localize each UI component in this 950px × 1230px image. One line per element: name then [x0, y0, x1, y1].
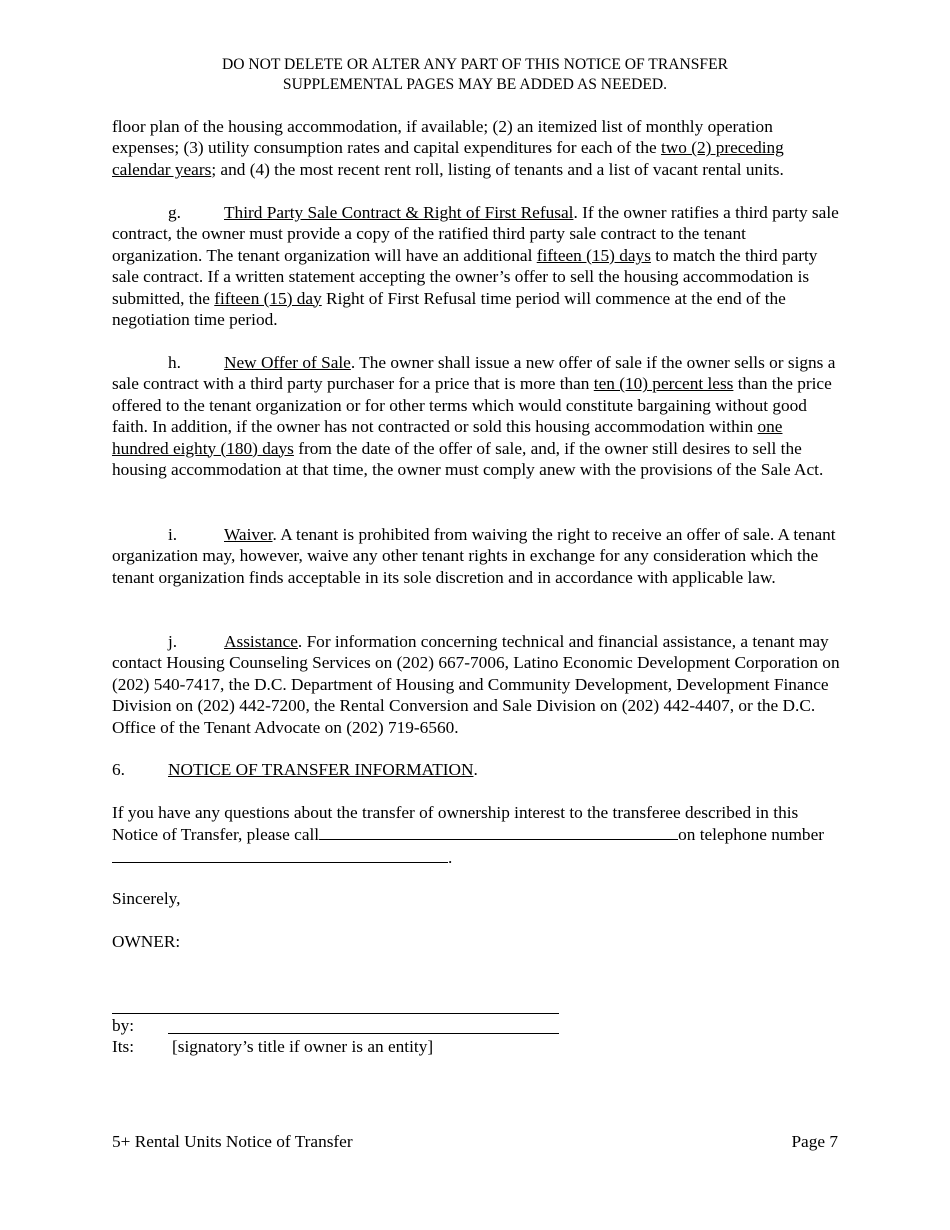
- section-g-letter: g.: [168, 203, 181, 222]
- by-label: by:: [112, 1016, 135, 1035]
- questions-paragraph: If you have any questions about the transfer of ownership interest to the transferee described in this Notice of Transfer, please call on telephone number.: [112, 803, 824, 867]
- section-i-heading: Waiver: [224, 525, 273, 544]
- header-line-1: DO NOT DELETE OR ALTER ANY PART OF THIS NOTICE OF TRANSFER: [221, 56, 729, 73]
- section-6: 6. NOTICE OF TRANSFER INFORMATION.: [112, 760, 478, 779]
- section-j: j. Assistance. For information concerning technical and financial assistance, a tenant may contact Housing Counseling Services on (202) 667-7006, Latino Economic Development Corporation on (202) 540-7417, the D.C. Department of Housing and Community Development, Development Finance Division on (202) 442-7200, the Rental Conversion and Sale Division on (202) 442-4407, or the D.C. Office of the Tenant Advocate on (202) 719-6560.: [112, 632, 840, 737]
- section-g-heading: Third Party Sale Contract & Right of First Refusal: [224, 203, 574, 222]
- section-g: g. Third Party Sale Contract & Right of First Refusal. If the owner ratifies a third party sale contract, the owner must provide a copy of the ratified third party sale contract to the tenant organization. The tenant organization will have an additional fifteen (15) days to match the third party sale contract. If a written statement accepting the owner’s offer to sell the housing accommodation is submitted, the fifteen (15) day Right of First Refusal time period will commence at the end of the negotiation time period.: [112, 203, 839, 330]
- section-i-letter: i.: [168, 525, 178, 544]
- contact-name-blank[interactable]: [319, 823, 678, 840]
- section-h-letter: h.: [168, 353, 181, 372]
- its-value: [signatory’s title if owner is an entity]: [172, 1037, 434, 1056]
- closing: Sincerely,: [112, 889, 181, 908]
- owner-signature-line[interactable]: [112, 1013, 559, 1014]
- header-line-2: SUPPLEMENTAL PAGES MAY BE ADDED AS NEEDED.: [282, 75, 668, 93]
- section-6-heading: NOTICE OF TRANSFER INFORMATION: [168, 760, 474, 779]
- by-signature-line[interactable]: [168, 1033, 559, 1034]
- telephone-number-blank[interactable]: [112, 846, 448, 863]
- section-h-heading: New Offer of Sale: [224, 353, 351, 372]
- intro-paragraph: floor plan of the housing accommodation, if available; (2) an itemized list of monthly operation expenses; (3) utility consumption rates and capital expenditures for each of the two (2) preceding calendar years; and (4) the most recent rent roll, listing of tenants and a list of vacant rental units.: [112, 117, 784, 179]
- section-j-heading: Assistance: [224, 632, 298, 651]
- section-6-number: 6.: [112, 760, 125, 779]
- notice-header: [0, 55, 950, 94]
- footer-document-title: 5+ Rental Units Notice of Transfer: [112, 1132, 353, 1151]
- section-j-letter: j.: [168, 632, 178, 651]
- owner-label: OWNER:: [112, 932, 181, 951]
- footer-page-number: Page 7: [791, 1132, 838, 1151]
- section-i: i. Waiver. A tenant is prohibited from waiving the right to receive an offer of sale. A tenant organization may, however, waive any other tenant rights in exchange for any consideration which the tenant organization finds acceptable in its sole discretion and in accordance with applicable law.: [112, 525, 836, 587]
- section-h: h. New Offer of Sale. The owner shall issue a new offer of sale if the owner sells or signs a sale contract with a third party purchaser for a price that is more than ten (10) percent less than the price offered to the tenant organization or for other terms which would constitute bargaining without good faith. In addition, if the owner has not contracted or sold this housing accommodation within one hundred eighty (180) days from the date of the offer of sale, and, if the owner still desires to sell the housing accommodation at that time, the owner must comply anew with the provisions of the Sale Act.: [112, 353, 836, 480]
- its-label: Its:: [112, 1037, 135, 1056]
- intro-underline: two (2) preceding calendar years: [112, 138, 784, 179]
